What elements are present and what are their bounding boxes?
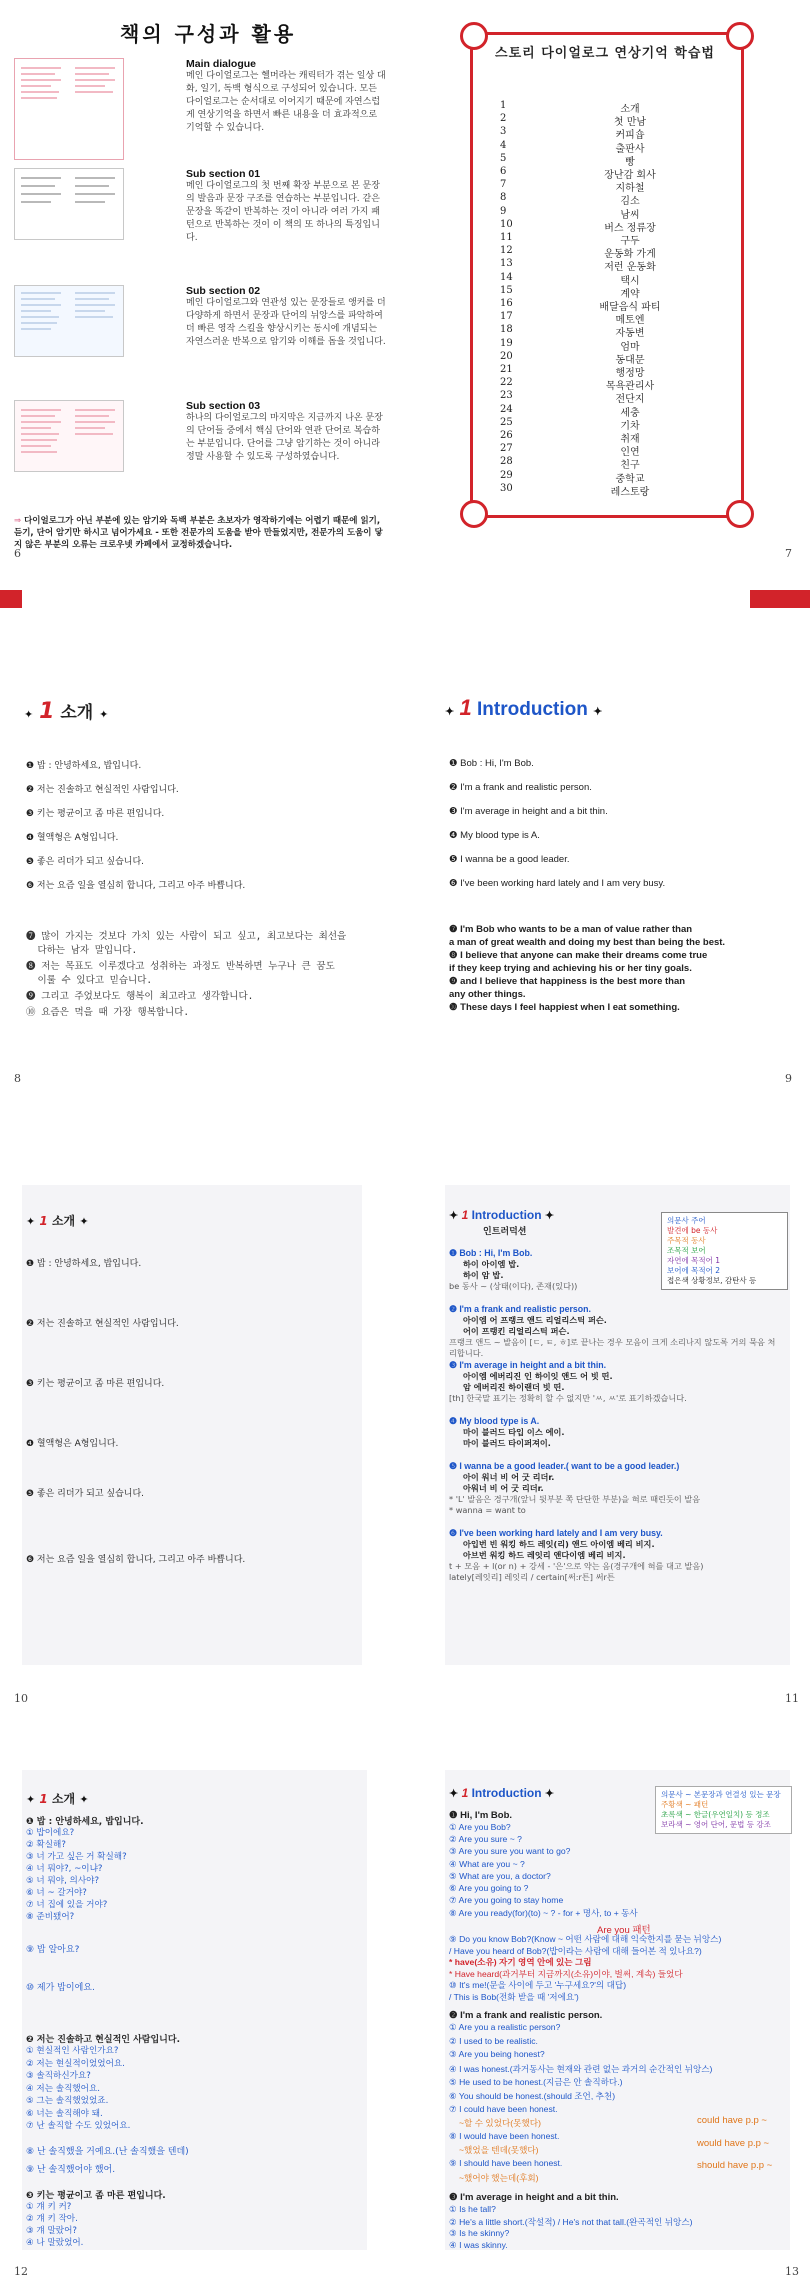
section-title: Sub section 03 — [186, 400, 261, 412]
bold-line: ❾ and I believe that happiness is the best more than — [449, 976, 686, 987]
variation-item: ⑤ 그는 솔직했었었죠. — [26, 2096, 109, 2106]
legend-item: 접은색 상황정보, 감탄사 등 — [667, 1276, 757, 1285]
toc-number: 28 — [500, 456, 513, 468]
chapter-bar-left — [0, 590, 22, 608]
variation-item: ② He's a little short.(작설적) / He's not that tall.(완곡적인 뉘앙스) — [449, 2217, 693, 2227]
variation-item: ① Is he tall? — [449, 2204, 496, 2214]
sentence-3: ❸ 키는 평균이고 좀 마른 편입니다. — [26, 809, 165, 819]
variation-extra: ⑨ 난 솔직했어야 했어. — [26, 2165, 116, 2175]
variation-item: ① Are you a realistic person? — [449, 2022, 561, 2032]
toc-number: 24 — [500, 403, 513, 415]
toc-number: 6 — [500, 166, 507, 177]
section-sub02 — [186, 285, 386, 349]
toc-number: 15 — [500, 284, 513, 296]
handwritten-line: ❾ 그리고 주었보다도 행복이 최고라고 생각합니다. — [26, 991, 254, 1002]
toc-number: 23 — [500, 390, 513, 402]
sentence-2: ❷ 저는 진솔하고 현실적인 사람입니다. — [26, 785, 179, 795]
thumbnail-sub03 — [14, 402, 124, 404]
chapter-number: 1 — [39, 1214, 48, 1228]
toc-chapter: 동대문 — [615, 354, 645, 366]
variation-item: ④ 저는 솔직했어요. — [26, 2083, 101, 2094]
variation-item: ⑥ You should be honest.(should 조언, 추천) — [449, 2091, 616, 2101]
toc-chapter: 행정망 — [615, 368, 645, 379]
english-sentence: ❷ I'm a frank and realistic person. — [449, 1304, 591, 1314]
variation-extra: ⑧ 난 솔직했을 거예요.(난 솔직했을 텐데) — [26, 2147, 189, 2157]
toc-number: 21 — [500, 364, 513, 375]
toc-chapter: 기차 — [620, 420, 640, 432]
pronunciation-line: 아워너 비 어 굿 리더r. — [463, 1483, 544, 1493]
toc-number: 27 — [500, 443, 513, 455]
variation-item: ⑤ He used to be honest.(지금은 안 솔직하다.) — [449, 2077, 623, 2088]
sentence-4: ❹ 혈액형은 A형입니다. — [26, 1439, 119, 1449]
toc-number: 16 — [500, 298, 513, 309]
variation-extra: ⑩ 제가 밥이에요. — [26, 1983, 95, 1993]
toc-chapter: 엄마 — [620, 341, 640, 353]
toc-number: 3 — [500, 126, 507, 138]
star-icon: ✦ — [24, 708, 34, 721]
toc-number: 13 — [500, 258, 513, 270]
page-number: 6 — [14, 547, 21, 560]
toc-number: 1 — [500, 100, 507, 111]
sentence-5: ❺ I wanna be a good leader. — [449, 854, 570, 865]
bold-line: ❼ I'm Bob who wants to be a man of value rather than — [449, 924, 693, 935]
toc-chapter: 김소 — [620, 196, 640, 208]
toc-number: 10 — [500, 218, 513, 230]
page-number: 10 — [14, 1692, 28, 1705]
toc-chapter: 계약 — [620, 288, 640, 300]
page-7 — [405, 0, 810, 600]
page-background — [22, 1770, 367, 2250]
star-icon: ✦ — [449, 1210, 459, 1222]
variation-item: ⑧ Are you ready(for)(to) ~ ? - for + 명사, to + 동사 — [449, 1908, 638, 1919]
star-icon: ✦ — [449, 1788, 459, 1800]
legend-item: 자연에 목적어 1 — [667, 1256, 721, 1265]
toc-chapter: 첫 만남 — [613, 117, 647, 129]
chapter-heading — [26, 1790, 89, 1807]
toc-chapter: 메토엔 — [615, 315, 645, 327]
pronunciation-line: 마이 블러드 타이퍼져이. — [463, 1438, 551, 1448]
chapter-heading — [26, 1212, 89, 1229]
variation-item: ④ I was honest.(과거동사는 현재와 관련 없는 과거의 순간적인 뉘앙스) — [449, 2063, 713, 2074]
pp-note: could have p.p ~ — [697, 2115, 767, 2126]
variation-item: ⑧ 준비됐어? — [26, 1912, 75, 1922]
legend-item: 주목적 동사 — [667, 1236, 706, 1245]
chapter-title: Introduction — [471, 1208, 542, 1222]
variation-item: ③ 너 가고 싶은 거 확실해? — [26, 1852, 127, 1862]
pronunciation-note: be 동사 ~ (상태(이다), 존재(있다)) — [449, 1281, 578, 1291]
variation-item: ③ Is he skinny? — [449, 2228, 510, 2238]
legend-item: 보라색 ~ 영어 단어, 문법 등 강조 — [661, 1820, 771, 1829]
thumbnail-sub02 — [14, 285, 124, 357]
variation-item: ⑦ 난 솔직할 수도 있었어요. — [26, 2121, 131, 2131]
toc-number: 2 — [500, 113, 507, 125]
chapter-heading — [449, 1786, 554, 1800]
pronunciation-note: * 'L' 발음은 경구개(앞니 뒷부분 쪽 단단한 부분)을 혀로 때린듯이 발음 — [449, 1494, 701, 1504]
sentence-5: ❺ 좋은 리더가 되고 싶습니다. — [26, 1489, 145, 1499]
toc-chapter: 인연 — [620, 447, 640, 459]
sentence-6: ❻ 저는 요즘 일을 열심히 합니다, 그리고 아주 바쁩니다. — [26, 881, 246, 891]
thumbnail-sub01 — [14, 168, 124, 240]
footnote-text: 다이얼로그가 아닌 부분에 있는 암기와 독백 부분은 초보자가 영작하기에는 어렵기 때문에 읽기, 듣기, 단어 암기만 하시고 넘어가세요 - 또한 전문가의 도움을 받아 만들었지만, 전문가의 도움이 닿지 않은 부분의 오류는 크로우넷 카페에서 교정하겠습니다. — [14, 516, 383, 550]
bold-line: any other things. — [449, 989, 526, 1000]
pronunciation-note: * wanna = want to — [449, 1505, 526, 1515]
corner-ornament-bl — [460, 500, 488, 528]
toc-chapter: 소개 — [620, 104, 640, 115]
variation-item: ~할 수 있었다(못했다) — [459, 2118, 541, 2129]
chapter-number: 1 — [39, 699, 55, 724]
variation-item: ⑦ 너 집에 있을 거야? — [26, 1900, 108, 1910]
page-11 — [405, 1160, 810, 1720]
pronunciation-line: 하이 아이엠 밥. — [463, 1259, 520, 1269]
star-icon: ✦ — [79, 1793, 89, 1806]
toc-number: 11 — [500, 232, 513, 243]
english-sentence: ❶ Bob : Hi, I'm Bob. — [449, 1248, 533, 1258]
section-body: 메인 다이얼로그는 헬머라는 캐릭터가 겪는 일상 대화, 일기, 독백 형식으로 구성되어 있습니다. 모든 다이얼로그는 순서대로 이어지기 때문에 자연스럽게 연상기억을 하면서 빠른 내용을 더 효과적으로 기억할 수 있습니다. — [186, 71, 386, 133]
variation-item: ① 현실적인 사람인가요? — [26, 2046, 119, 2056]
pronunciation-note: [th] 한국말 표기는 정확히 할 수 없지만 'ㅆ, ㅆ'로 표기하겠습니다. — [449, 1393, 687, 1403]
sentence-1: ❶ 밥 : 안녕하세요, 밥입니다. — [26, 1259, 142, 1269]
variation-item: ⑤ 너 뭐야, 의사야? — [26, 1876, 100, 1886]
toc-title: 스토리 다이얼로그 연상기억 학습법 — [495, 46, 715, 61]
star-icon: ✦ — [593, 706, 603, 718]
star-icon: ✦ — [26, 1215, 36, 1228]
toc-chapter: 목욕관리사 — [605, 381, 655, 393]
section-body: 하나의 다이얼로그의 마지막은 지금까지 나온 문장의 단어들 중에서 핵심 단어와 연관 단어로 복습하는 부분입니다. 단어를 그냥 암기하는 것이 아니라 정말 사용할 수 있도록 구성하였습니다. — [186, 413, 383, 462]
pronunciation-line: 하이 암 밥. — [463, 1270, 504, 1280]
page-10 — [0, 1160, 405, 1720]
toc-number: 7 — [500, 179, 507, 191]
chapter-heading — [24, 698, 108, 724]
toc-number: 22 — [500, 377, 513, 389]
toc-chapter: 빵 — [625, 156, 635, 168]
toc-chapter: 버스 정류장 — [604, 222, 656, 234]
sentence-4: ❹ My blood type is A. — [449, 830, 540, 841]
toc-chapter: 택시 — [620, 275, 640, 287]
variation-item: ④ 나 말랐었어. — [26, 2238, 84, 2248]
variation-item: ⑦ Are you going to stay home — [449, 1895, 564, 1906]
color-legend — [655, 1786, 792, 1834]
english-sentence: ❻ I've been working hard lately and I am very busy. — [449, 1528, 663, 1538]
pronunciation-line: 아입번 빈 워킹 하드 레잇(리) 앤드 아이엠 베리 비지. — [463, 1539, 655, 1549]
toc-number: 19 — [500, 337, 513, 349]
sentence-6: ❻ I've been working hard lately and I am very busy. — [449, 878, 666, 889]
star-icon: ✦ — [99, 708, 109, 721]
variation-item: ⑨ Do you know Bob?(Know ~ 어떤 사람에 대해 익숙한지를 묻는 뉘앙스) — [449, 1934, 722, 1944]
toc-chapter: 세충 — [620, 407, 640, 419]
chapter-bar-right — [750, 590, 810, 608]
sentence-2: ❷ 저는 진솔하고 현실적인 사람입니다. — [26, 1319, 179, 1329]
group-head: ❶ 밥 : 안녕하세요, 밥입니다. — [26, 1817, 144, 1827]
legend-item: 보어에 목적어 2 — [667, 1266, 721, 1275]
english-sentence: ❺ I wanna be a good leader.( want to be a good leader.) — [449, 1461, 680, 1471]
pronunciation-note: t + 모음 + l(or n) + 강세 - '은'으로 약는 음(경구개에 혀를 대고 발음) — [449, 1561, 704, 1571]
variation-item: ⑦ I could have been honest. — [449, 2103, 558, 2114]
bold-line: a man of great wealth and doing my best than being the best. — [449, 937, 726, 948]
toc-chapter: 친구 — [620, 460, 640, 472]
toc-chapter: 중학교 — [615, 473, 645, 485]
toc-chapter: 레스토랑 — [610, 486, 650, 498]
toc-chapter: 취재 — [620, 434, 640, 445]
variation-item: / This is Bob(전화 받을 때 '저에요') — [449, 1992, 579, 2002]
variation-item: ③ Are you being honest? — [449, 2049, 545, 2060]
toc-chapter: 출판사 — [615, 143, 645, 155]
page-number: 7 — [785, 547, 792, 560]
variation-item: ② 확실해? — [26, 1840, 66, 1850]
variation-item: ⑥ Are you going to ? — [449, 1883, 529, 1893]
legend-item: 의문사 ~ 본문장과 연결성 있는 문장 — [661, 1790, 781, 1799]
pp-note: would have p.p ~ — [697, 2138, 770, 2149]
chapter-number: 1 — [461, 1786, 469, 1800]
page-number: 8 — [14, 1072, 21, 1085]
variation-item: ① Are you Bob? — [449, 1822, 511, 1832]
variation-item: ⑩ It's me!(문을 사이에 두고 '누구세요?'의 대답) — [449, 1980, 627, 1991]
variation-item: ~했어야 했는데(후회) — [459, 2172, 539, 2183]
corner-ornament-br — [726, 500, 754, 528]
legend-item: 조목적 보어 — [667, 1246, 706, 1255]
variation-item: ⑤ What are you, a doctor? — [449, 1870, 551, 1881]
variation-item: ① 걔 키 커? — [26, 2202, 72, 2212]
section-body: 메인 다이얼로그의 첫 번째 확장 부분으로 본 문장의 발음과 문장 구조를 연습하는 부분입니다. 같은 문장을 똑같이 반복하는 것이 아니라 여러 가지 패턴으로 반복하는 것이 이 책의 또 하나의 특징입니다. — [186, 181, 380, 243]
toc-number: 30 — [500, 482, 513, 494]
pronunciation-line: 아브번 워킹 하드 레잇리 앤다이엠 베리 비지. — [463, 1550, 626, 1560]
star-icon: ✦ — [544, 1788, 555, 1800]
sentence-5: ❺ 좋은 리더가 되고 싶습니다. — [26, 857, 145, 867]
variation-item: ② 저는 현실적이었었어요. — [26, 2058, 125, 2069]
variation-item: ⑥ 너는 솔직해야 돼. — [26, 2108, 103, 2119]
chapter-title: 소개 — [51, 1214, 76, 1228]
bold-line: ❽ I believe that anyone can make their dreams come true — [449, 950, 708, 961]
handwritten-line: ⑩ 요즘은 먹을 때 가장 행복합니다. — [26, 1007, 190, 1018]
toc-number: 26 — [500, 430, 513, 441]
variation-item: ② 걔 키 작아. — [26, 2214, 78, 2224]
legend-item: 주황색 ~ 패턴 — [661, 1800, 709, 1809]
variation-item: * Have heard(과거부터 지금까지(소유)이야, 벌써, 계속) 들었다 — [449, 1968, 683, 1979]
variation-item: / Have you heard of Bob?(밥이라는 사람에 대해 들어본 적 있나요?) — [449, 1945, 702, 1956]
page-8 — [0, 640, 405, 1130]
toc-number: 5 — [500, 152, 507, 164]
sentence-6: ❻ 저는 요즘 일을 열심히 합니다, 그리고 아주 바쁩니다. — [26, 1555, 246, 1565]
pronunciation-note: lately[레잇리] 레잇리 / certain[써:r튼] 써r튼 — [449, 1572, 615, 1582]
page-title: 책의 구성과 활용 — [120, 22, 297, 46]
variation-item: ③ Are you sure you want to go? — [449, 1846, 571, 1857]
pronunciation-line: 아이엠 에버리진 인 하이잇 앤드 어 빗 띤. — [463, 1371, 613, 1381]
sentence-1: ❶ Bob : Hi, I'm Bob. — [449, 758, 534, 769]
chapter-number: 1 — [461, 1208, 469, 1222]
bold-line: if they keep trying and achieving his or her tiny goals. — [449, 963, 692, 974]
chapter-number: 1 — [459, 695, 472, 720]
chapter-subtitle: 인트러덕션 — [483, 1227, 527, 1237]
page-9 — [405, 640, 810, 1130]
legend-item: 발견에 be 동사 — [667, 1226, 718, 1235]
page-13 — [405, 1740, 810, 2288]
chapter-title: 소개 — [60, 703, 94, 723]
group-head: ❷ I'm a frank and realistic person. — [449, 2010, 603, 2021]
toc-chapter: 커피숍 — [615, 130, 645, 142]
group-head: ❸ I'm average in height and a bit thin. — [449, 2192, 619, 2203]
corner-ornament-tr — [726, 22, 754, 50]
section-title: Sub section 02 — [186, 285, 261, 297]
pronunciation-line: 암 에버리진 하이랜더 빗 띤. — [463, 1382, 565, 1392]
english-sentence: ❸ I'm average in height and a bit thin. — [449, 1360, 607, 1370]
page-6 — [0, 0, 405, 600]
sentence-2: ❷ I'm a frank and realistic person. — [449, 782, 592, 793]
group-head: ❶ Hi, I'm Bob. — [449, 1810, 513, 1821]
page-number: 13 — [785, 2265, 799, 2278]
toc-chapter: 전단지 — [615, 394, 645, 406]
section-title: Main dialogue — [186, 58, 257, 70]
thumbnail-main — [14, 58, 124, 160]
sentence-4: ❹ 혈액형은 A형입니다. — [26, 833, 119, 843]
section-body: 메인 다이얼로그와 연관성 있는 문장들로 앵커를 더 다양하게 하면서 문장과 단어의 뉘앙스를 파악하여 더 빠른 영작 스킬을 향상시키는 동시에 개념되는 자연스러운 반복으로 암기와 이해를 돕을 것입니다. — [186, 298, 386, 347]
variation-item: ④ 너 뭐야?, ~이냐? — [26, 1864, 103, 1874]
variation-item: ~했었을 텐데(못했다) — [459, 2145, 539, 2156]
toc-number: 20 — [500, 350, 513, 362]
variation-item: ① 밥이에요? — [26, 1828, 75, 1838]
handwritten-line: ❽ 저는 목표도 이루겠다고 성취하는 과정도 반복하면 누구나 큰 꿈도 — [26, 961, 335, 972]
section-title: Sub section 01 — [186, 168, 261, 180]
toc-number: 12 — [500, 245, 513, 257]
pattern-note: Are you 패턴 — [597, 1925, 651, 1936]
toc-number: 18 — [500, 324, 513, 336]
toc-chapter: 배달음식 파티 — [599, 302, 661, 313]
variation-item: ② Are you sure ~ ? — [449, 1834, 522, 1845]
toc-number: 29 — [500, 469, 513, 481]
variation-item: ③ 솔직하신가요? — [26, 2071, 91, 2081]
toc-number: 25 — [500, 416, 513, 428]
toc-chapter: 구두 — [620, 236, 640, 247]
english-sentence: ❹ My blood type is A. — [449, 1416, 540, 1426]
toc-number: 17 — [500, 311, 513, 323]
variation-item: ④ What are you ~ ? — [449, 1858, 525, 1869]
variation-item: ③ 걔 말랐어? — [26, 2226, 77, 2236]
toc-number: 4 — [500, 139, 507, 151]
toc-chapter: 운동화 가게 — [604, 249, 656, 261]
page-number: 11 — [785, 1692, 799, 1705]
toc-chapter: 자동변 — [615, 328, 645, 340]
footnote-marker: ⇒ — [14, 516, 25, 526]
star-icon: ✦ — [79, 1215, 89, 1228]
handwritten-line: 이룰 수 있다고 믿습니다. — [26, 975, 153, 986]
page-number: 12 — [14, 2265, 28, 2278]
section-sub01 — [186, 168, 386, 245]
toc-chapter: 지하철 — [615, 183, 645, 195]
group-head: ❸ 키는 평균이고 좀 마른 편입니다. — [26, 2191, 166, 2201]
chapter-number: 1 — [39, 1792, 48, 1806]
chapter-title: Introduction — [471, 1786, 542, 1800]
toc-chapter: 장난감 회사 — [604, 170, 656, 181]
pronunciation-line: 아이 워너 비 어 굿 리더r. — [463, 1472, 555, 1482]
star-icon: ✦ — [26, 1793, 36, 1806]
chapter-title: Introduction — [477, 699, 588, 720]
legend-item: 초록색 ~ 한글(우연일치) 등 정조 — [661, 1810, 770, 1819]
variation-item: ② I used to be realistic. — [449, 2035, 538, 2046]
toc-number: 8 — [500, 192, 507, 204]
star-icon: ✦ — [544, 1210, 555, 1222]
variation-item: ⑧ I would have been honest. — [449, 2130, 560, 2141]
toc-chapter: 저런 운동화 — [604, 262, 656, 274]
sentence-3: ❸ 키는 평균이고 좀 마른 편입니다. — [26, 1379, 165, 1389]
pronunciation-line: 어이 프랭킨 리얼리스틱 퍼슨. — [463, 1326, 570, 1336]
sentence-1: ❶ 밥 : 안녕하세요, 밥입니다. — [26, 761, 142, 771]
handwritten-line: 다하는 남자 말입니다. — [26, 945, 138, 956]
star-icon: ✦ — [445, 706, 455, 718]
variation-item: ④ I was skinny. — [449, 2240, 508, 2250]
chapter-title: 소개 — [51, 1792, 76, 1806]
section-main — [186, 58, 386, 135]
legend-item: 의문사 주어 — [667, 1216, 706, 1225]
variation-extra: ⑨ 밥 알아요? — [26, 1945, 80, 1955]
bold-line: ❿ These days I feel happiest when I eat something. — [449, 1002, 680, 1013]
corner-ornament-tl — [460, 22, 488, 50]
pp-note: should have p.p ~ — [697, 2160, 773, 2171]
pronunciation-line: 마이 블러드 타입 이스 에이. — [463, 1427, 565, 1437]
toc-chapter: 남씨 — [620, 209, 640, 221]
toc-number: 9 — [500, 205, 507, 217]
variation-item: ⑥ 너 ~ 갈거야? — [26, 1888, 87, 1898]
chapter-heading — [445, 695, 602, 721]
pronunciation-line: 아이엠 어 프랭크 앤드 리얼리스틱 퍼슨. — [463, 1315, 607, 1325]
pronunciation-note: 프랭크 앤드 ~ 발음이 [ㄷ, ㅌ, ㅎ]로 끝나는 경우 모음이 크게 소리나지 않도록 거의 묵음 처리합니다. — [449, 1337, 776, 1358]
variation-item: ⑨ I should have been honest. — [449, 2158, 563, 2168]
sentence-3: ❸ I'm average in height and a bit thin. — [449, 806, 608, 817]
toc-number: 14 — [500, 271, 513, 283]
group-head: ❷ 저는 진솔하고 현실적인 사람입니다. — [26, 2035, 180, 2045]
chapter-heading — [449, 1208, 554, 1222]
page-number: 9 — [785, 1072, 792, 1085]
page-12 — [0, 1740, 405, 2288]
variation-item: * have(소유) 자기 영역 안에 있는 그림 — [449, 1957, 592, 1968]
handwritten-line: ❼ 많이 가지는 것보다 가치 있는 사람이 되고 싶고, 최고보다는 최선을 — [26, 931, 347, 942]
